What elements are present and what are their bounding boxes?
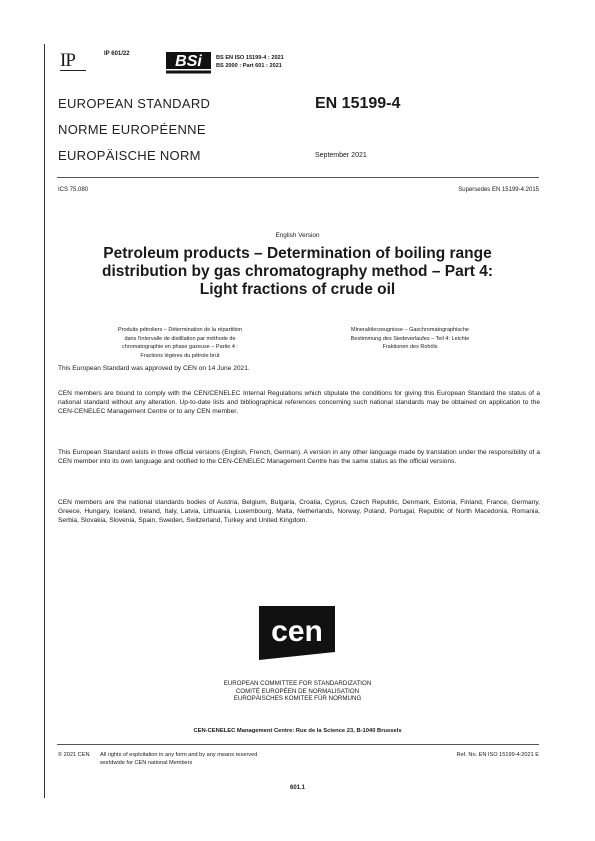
version-label: English Version [275, 232, 320, 239]
title-fr-line: Produits pétroliers – Détermination de la répartition [117, 327, 243, 333]
svg-text:cen: cen [271, 615, 323, 648]
org-line: COMITÉ EUROPÉEN DE NORMALISATION [235, 687, 360, 695]
ics-code: ICS 75.080 [58, 187, 89, 193]
management-centre-address: CEN-CENELEC Management Centre: Rue de la Science 23, B-1040 Brussels [193, 728, 402, 734]
page-number: 601.1 [289, 785, 305, 791]
ip-logo: IP [60, 52, 86, 71]
bs-ref: BS 2000 : Part 601 : 2021 [216, 63, 282, 69]
title-fr-line: chromatographie en phase gazeuse – Partie 4 : [122, 344, 238, 351]
divider [57, 177, 539, 178]
title-de-line: Mineralölerzeugnisse – Gaschromatographische [350, 327, 469, 333]
standard-name-de: EUROPÄISCHE NORM [58, 148, 201, 163]
title-line: Light fractions of crude oil [199, 281, 396, 298]
org-line: EUROPEAN COMMITTEE FOR STANDARDIZATION [223, 680, 372, 687]
publication-date: September 2021 [315, 152, 367, 159]
reference-number: Ref. No. EN ISO 15199-4:2021 E [456, 752, 539, 758]
rights-line: worldwide for CEN national Members [100, 759, 193, 766]
svg-text:BSi: BSi [175, 53, 202, 70]
copyright: © 2021 CEN [58, 752, 90, 758]
title-german [305, 326, 515, 352]
title-fr-line: dans l'intervalle de distillation par méthode de [124, 335, 236, 342]
title-de-line: Fraktionen des Rohöls [382, 344, 438, 351]
title-line: Petroleum products – Determination of boiling range [103, 245, 492, 262]
document-title [70, 245, 525, 299]
standard-name-fr: NORME EUROPÉENNE [58, 122, 206, 137]
ip-code: IP 601/22 [104, 51, 130, 57]
title-line: distribution by gas chromatography method – Part 4: [102, 263, 493, 280]
footer-divider [57, 744, 539, 745]
organisation-names [0, 680, 595, 703]
rights-statement [100, 752, 257, 767]
members-paragraph: CEN members are the national standards bodies of Austria, Belgium, Bulgaria, Croatia, Cyprus, Czech Republic, Denmark, Estonia, Finland, France, Germany, Greece, Hungary, Iceland, Ireland, Italy, Latvia, Lithuania, Luxembourg, Malta, Netherlands, Norway, Poland, Portugal, Republic of North Macedonia, Romania, Serbia, Slovakia, Slovenia, Spain, Sweden, Switzerland, Turkey and United Kingdom. [58, 499, 540, 525]
regulations-paragraph: CEN members are bound to comply with the CEN/CENELEC Internal Regulations which stipulate the conditions for giving this European Standard the status of a national standard without any alteration. Up-to-date lists and bibliographical references concerning such national standards may be obtained on application to the CEN-CENELEC Management Centre or to any CEN member. [58, 390, 540, 416]
cen-logo [259, 606, 335, 660]
title-french [75, 326, 285, 360]
approval-paragraph: This European Standard was approved by CEN on 14 June 2021. [58, 365, 250, 372]
standard-number: EN 15199-4 [315, 95, 401, 112]
title-de-line: Bestimmung des Siedeverlaufes – Teil 4: Leichte [350, 335, 470, 342]
org-line: EUROPÄISCHES KOMITEE FÜR NORMUNG [233, 695, 362, 702]
bs-ref: BS EN ISO 15199-4 : 2021 [216, 55, 284, 61]
supersedes: Supersedes EN 15199-4:2015 [458, 187, 539, 193]
rights-line: All rights of exploitation in any form and by any means reserved [100, 752, 258, 758]
bs-references [216, 54, 284, 70]
bsi-logo [166, 52, 211, 74]
standard-name-en: EUROPEAN STANDARD [58, 96, 211, 111]
versions-paragraph: This European Standard exists in three official versions (English, French, German). A version in any other language made by translation under the responsibility of a CEN member into its own language and notified to the CEN-CENELEC Management Centre has the same status as the official versions. [58, 449, 540, 466]
title-fr-line: Fractions légères du pétrole brut [140, 352, 220, 359]
